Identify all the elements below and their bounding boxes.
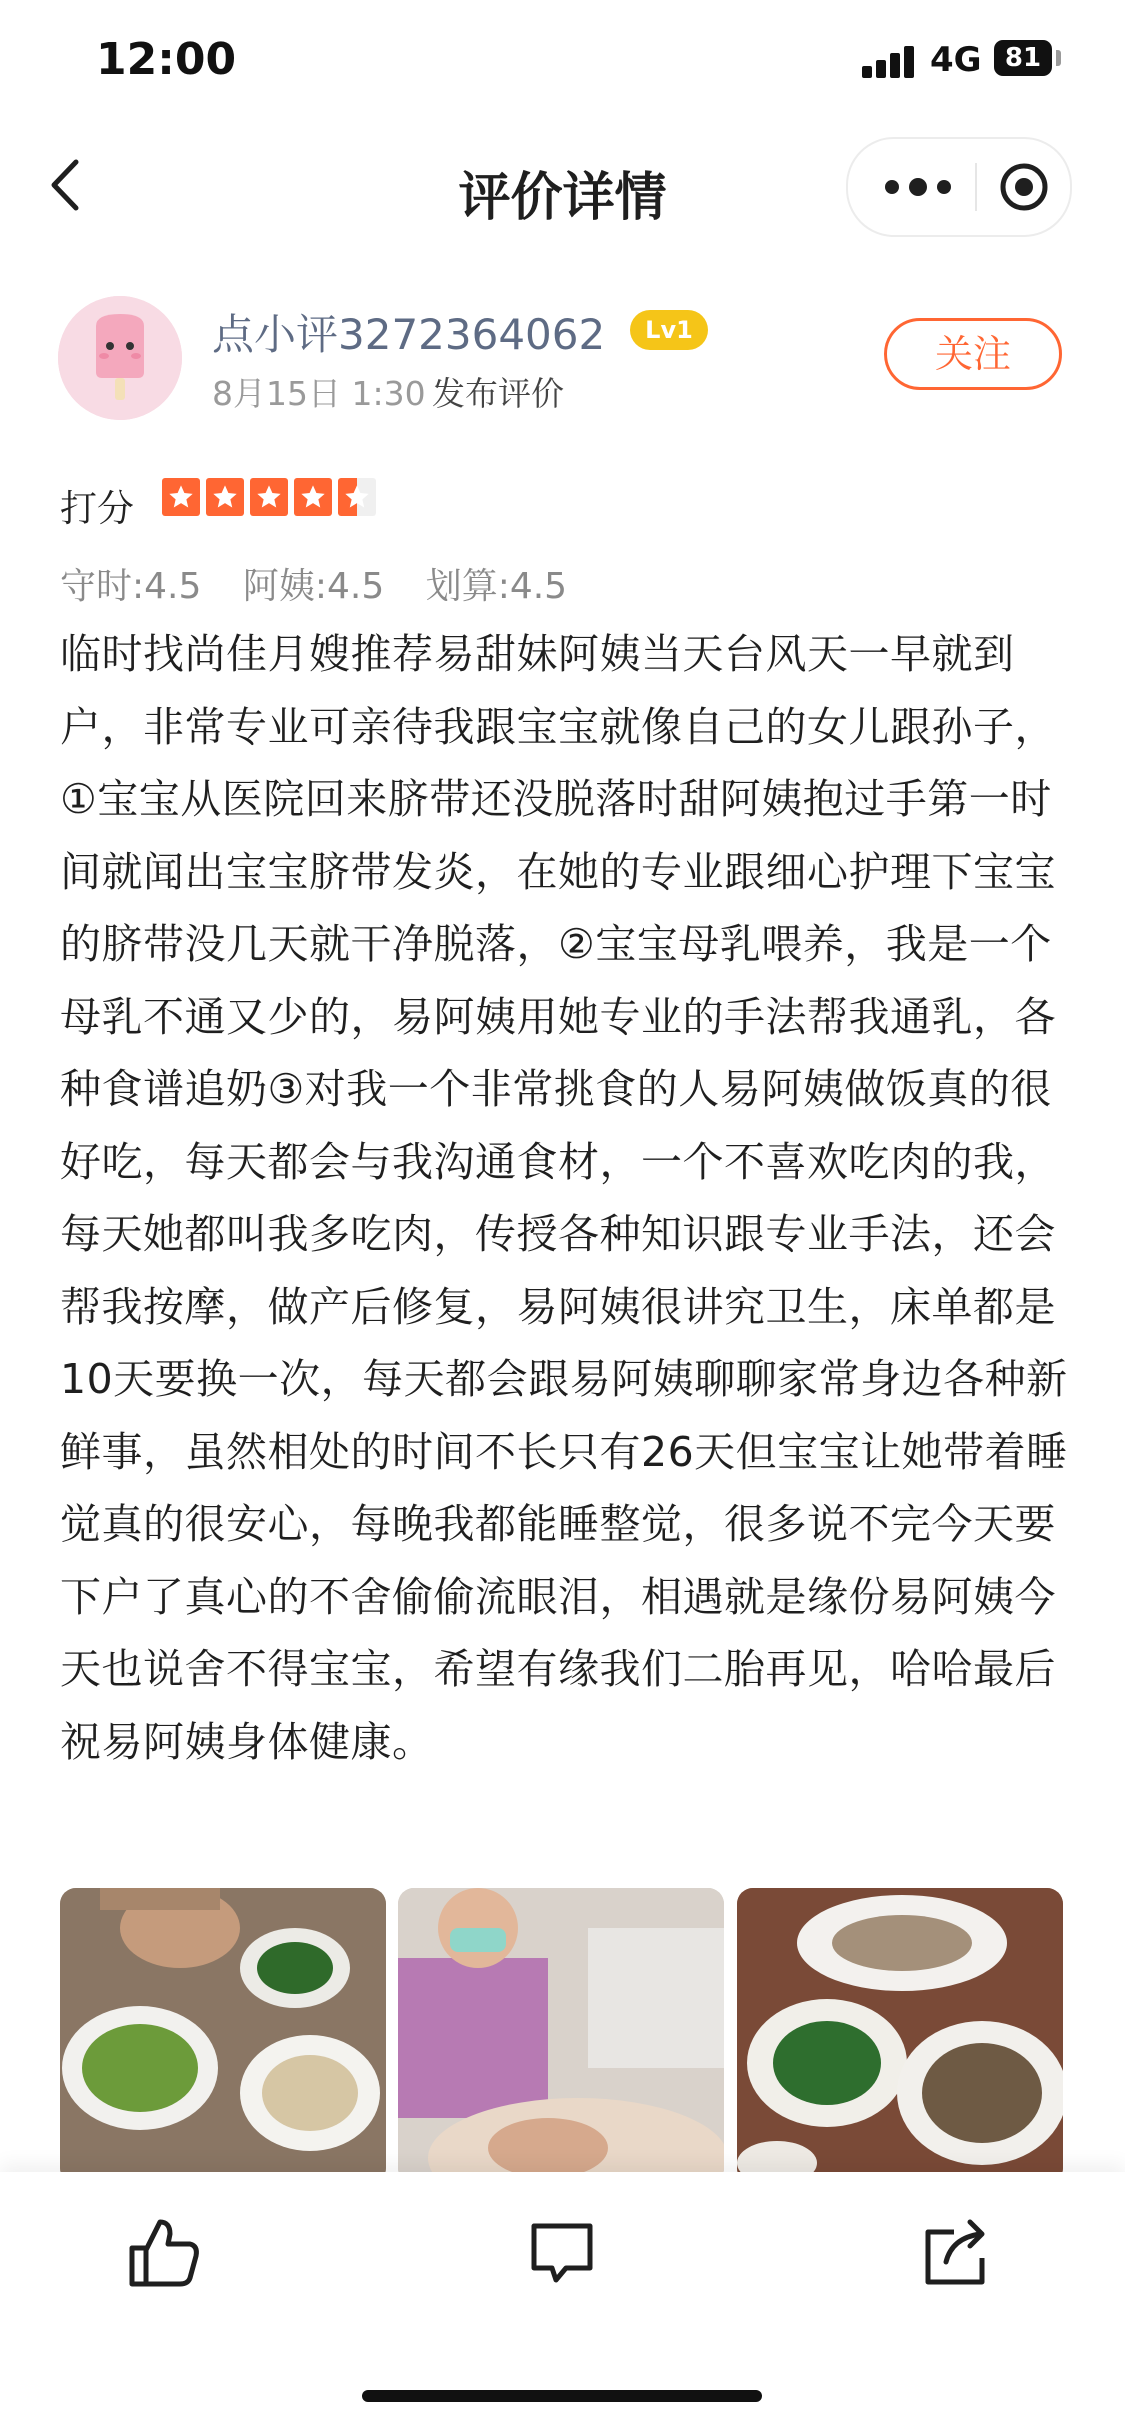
- level-badge: Lv1: [630, 310, 708, 350]
- star-icon: [162, 478, 200, 516]
- subscore-value: 划算:4.5: [425, 566, 568, 607]
- subscore-nanny: 阿姨:4.5: [242, 566, 385, 607]
- close-mini-program-button[interactable]: [998, 161, 1050, 213]
- star-icon: [206, 478, 244, 516]
- review-photo-1[interactable]: [60, 1888, 386, 2184]
- home-indicator: [362, 2390, 762, 2402]
- subscores: [60, 558, 597, 609]
- thumbs-up-icon: [124, 2212, 204, 2292]
- share-icon: [916, 2212, 996, 2292]
- comment-button[interactable]: [522, 2212, 602, 2292]
- battery-tip: [1056, 50, 1061, 66]
- dishes-photo-image: [60, 1888, 386, 2184]
- review-text: 临时找尚佳月嫂推荐易甜妹阿姨当天台风天一早就到户，非常专业可亲待我跟宝宝就像自己的女儿跟孙子，①宝宝从医院回来脐带还没脱落时甜阿姨抱过手第一时间就闻出宝宝脐带发炎，在她的专业跟细心护理下宝宝的脐带没几天就干净脱落，②宝宝母乳喂养，我是一个母乳不通又少的，易阿姨用她专业的手法帮我通乳，各种食谱追奶③对我一个非常挑食的人易阿姨做饭真的很好吃，每天都会与我沟通食材，一个不喜欢吃肉的我，每天她都叫我多吃肉，传授各种知识跟专业手法，还会帮我按摩，做产后修复，易阿姨很讲究卫生，床单都是10天要换一次，每天都会跟易阿姨聊聊家常身边各种新鲜事，虽然相处的时间不长只有26天但宝宝让她带着睡觉真的很安心，每晚我都能睡整觉，很多说不完今天要下户了真心的不舍偷偷流眼泪，相遇就是缘份易阿姨今天也说舍不得宝宝，希望有缘我们二胎再见，哈哈最后祝易阿姨身体健康。: [60, 630, 1068, 1766]
- subscore-punctuality: 守时:4.5: [60, 566, 202, 607]
- status-bar: [0, 0, 1125, 120]
- nav-bar: [0, 125, 1125, 245]
- post-action-label: 发布评价: [432, 374, 564, 413]
- share-button[interactable]: [916, 2212, 996, 2292]
- username[interactable]: 点小评3272364062: [212, 310, 606, 359]
- popsicle-avatar-icon: [58, 296, 182, 420]
- status-time: 12:00: [96, 34, 237, 85]
- massage-photo-image: [398, 1888, 724, 2184]
- signal-icon: [862, 44, 922, 78]
- bottom-action-bar: [0, 2172, 1125, 2436]
- follow-button[interactable]: 关注: [884, 318, 1062, 390]
- review-photo-2[interactable]: [398, 1888, 724, 2184]
- page-title: 评价详情: [458, 168, 667, 228]
- battery-icon: 81: [994, 40, 1052, 76]
- target-close-icon: [998, 161, 1050, 213]
- score-label: 打分: [60, 487, 134, 530]
- network-type: 4G: [930, 40, 982, 80]
- dinner-photo-image: [737, 1888, 1063, 2184]
- mini-program-capsule: [846, 137, 1072, 237]
- capsule-divider: [975, 163, 977, 211]
- half-star-icon: [338, 478, 376, 516]
- more-dots-icon: [878, 161, 958, 213]
- star-icon: [250, 478, 288, 516]
- like-button[interactable]: [124, 2212, 204, 2292]
- star-icon: [294, 478, 332, 516]
- post-time: 8月15日 1:30: [212, 374, 426, 413]
- comment-icon: [522, 2212, 602, 2292]
- review-photo-3[interactable]: [737, 1888, 1063, 2184]
- more-button[interactable]: [878, 161, 958, 213]
- avatar[interactable]: [58, 296, 182, 420]
